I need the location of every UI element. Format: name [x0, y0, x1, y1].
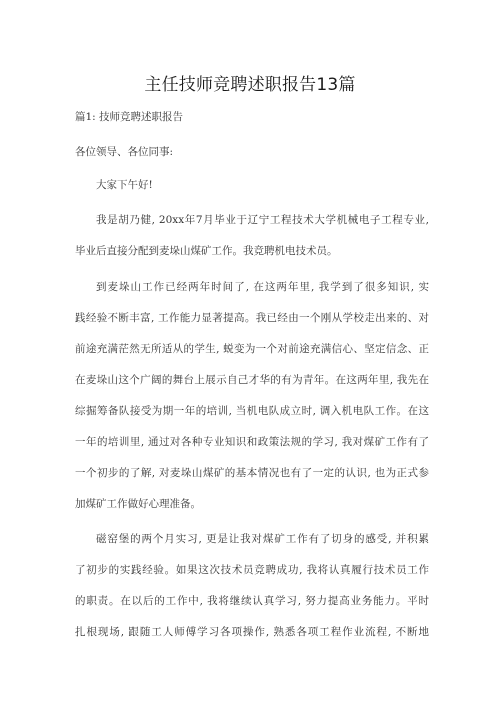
subheading: 篇1: 技师竞聘述职报告 — [75, 111, 184, 123]
paragraph-2-line-6: 一年的培训里, 通过对各种专业知识和政策法规的学习, 我对煤矿工作有了 — [75, 436, 429, 448]
paragraph-1-line-1: 我是胡乃健, 20xx年7月毕业于辽宁工程技术大学机械电子工程专业, — [96, 214, 429, 226]
paragraph-2-line-2: 践经验不断丰富, 工作能力显著提高。我已经由一个刚从学校走出来的、对 — [75, 312, 429, 324]
paragraph-2-line-1: 到麦垛山工作已经两年时间了, 在这两年里, 我学到了很多知识, 实 — [96, 281, 429, 293]
greeting: 大家下午好! — [96, 179, 153, 191]
paragraph-2-line-4: 在麦垛山这个广阔的舞台上展示自己才华的有为青年。在这两年里, 我先在 — [75, 374, 429, 386]
paragraph-3-line-1: 磁窑堡的两个月实习, 更是让我对煤矿工作有了切身的感受, 并积累 — [96, 533, 429, 545]
paragraph-3-line-2: 了初步的实践经验。如果这次技术员竞聘成功, 我将认真履行技术员工作 — [75, 564, 429, 576]
document-title: 主任技师竞聘述职报告13篇 — [144, 75, 356, 95]
paragraph-2-line-8: 加煤矿工作做好心理准备。 — [75, 498, 201, 510]
paragraph-2-line-7: 一个初步的了解, 对麦垛山煤矿的基本情况也有了一定的认识, 也为正式参 — [75, 467, 429, 479]
paragraph-3-line-4: 扎根现场, 跟随工人师傅学习各项操作, 熟悉各项工程作业流程, 不断地 — [75, 626, 429, 638]
paragraph-3-line-3: 的职责。在以后的工作中, 我将继续认真学习, 努力提高业务能力。平时 — [75, 595, 429, 607]
salutation: 各位领导、各位同事: — [75, 146, 174, 158]
paragraph-1-line-2: 毕业后直接分配到麦垛山煤矿工作。我竞聘机电技术员。 — [75, 245, 338, 257]
paragraph-2-line-3: 前途充满茫然无所适从的学生, 蜕变为一个对前途充满信心、坚定信念、正 — [75, 343, 429, 355]
paragraph-2-line-5: 综掘筹备队接受为期一年的培训, 当机电队成立时, 调入机电队工作。在这 — [75, 405, 429, 417]
